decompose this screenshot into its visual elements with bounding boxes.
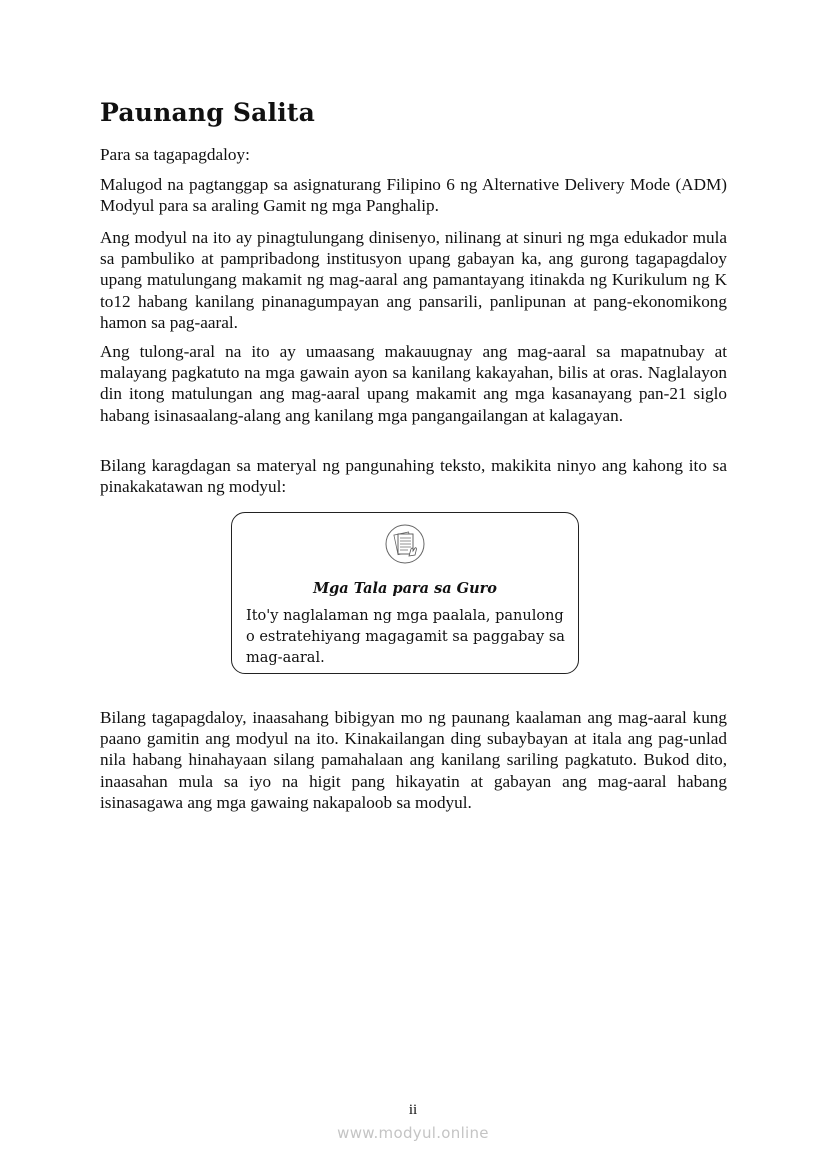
watermark: www.modyul.online xyxy=(337,1124,489,1142)
paragraph-learning-aid: Ang tulong-aral na ito ay umaasang makauugnay ang mag-aaral sa mapatnubay at malayang pagkatuto na mga gawain ayon sa kanilang kakayahan, bilis at oras. Naglalayon din itong matulungan ang mag-aaral upang makamit ang mga kasanayang pan-21 siglo habang isinasaalang-alang ang kanilang mga pangangailangan at kalagayan. xyxy=(100,342,727,425)
teacher-notes-box xyxy=(231,512,579,674)
salutation: Para sa tagapagdaloy: xyxy=(100,145,250,164)
paragraph-module-design: Ang modyul na ito ay pinagtulungang dinisenyo, nilinang at sinuri ng mga edukador mula sa pambuliko at pampribadong institusyon upang gabayan ka, ang gurong tagapagdaloy upang matulungang makamit ng mag-aaral ang pamantayang itinakda ng Kurikulum ng K to12 habang kanilang pinanagumpayan ang pansarili, panlipunan at pang-ekonomikong hamon sa pag-aaral. xyxy=(100,228,727,332)
paragraph-welcome: Malugod na pagtanggap sa asignaturang Filipino 6 ng Alternative Delivery Mode (ADM) Modyul para sa araling Gamit ng mga Panghalip. xyxy=(100,175,727,216)
note-box-title: Mga Tala para sa Guro xyxy=(313,580,497,597)
note-box-body: Ito'y naglalaman ng mga paalala, panulong o estratehiyang magagamit sa paggabay sa mag-aaral. xyxy=(246,608,565,666)
paragraph-box-intro: Bilang karagdagan sa materyal ng pangunahing teksto, makikita ninyo ang kahong ito sa pinakakatawan ng modyul: xyxy=(100,456,727,497)
page-number: ii xyxy=(408,1102,418,1118)
notes-hand-icon xyxy=(385,524,425,564)
page-title: Paunang Salita xyxy=(100,98,316,127)
paragraph-facilitator-role: Bilang tagapagdaloy, inaasahang bibigyan mo ng paunang kaalaman ang mag-aaral kung paano gamitin ang modyul na ito. Kinakailangan ding subaybayan at itala ang pag-unlad nila habang hinahayaan silang pamahalaan ang kanilang sariling pagkatuto. Bukod dito, inaasahan mula sa iyo na higit pang hikayatin at gabayan ang mag-aaral habang isinasagawa ang mga gawaing nakapaloob sa modyul. xyxy=(100,708,727,812)
